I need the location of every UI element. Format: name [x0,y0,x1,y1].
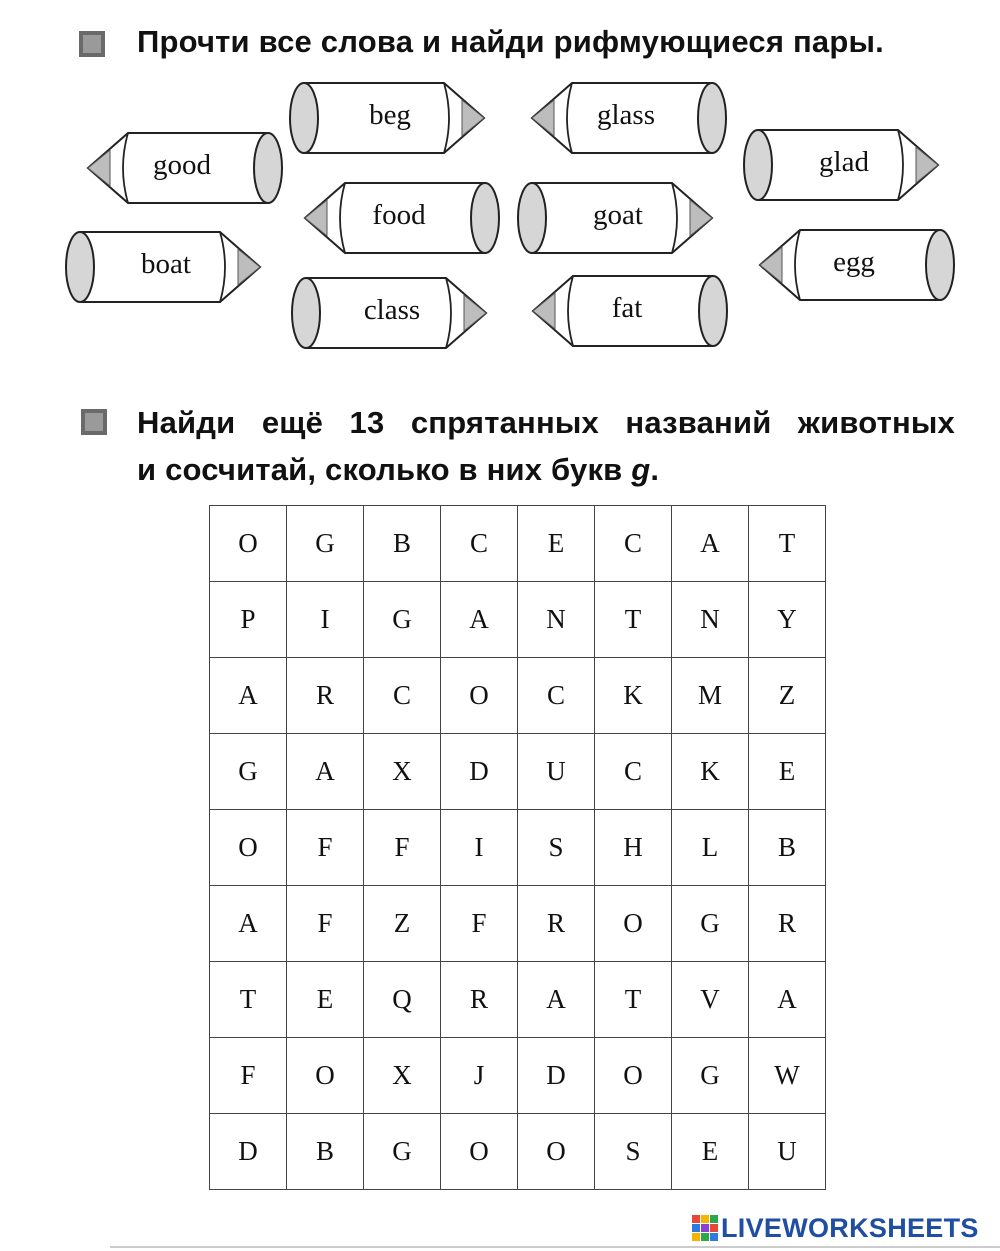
grid-cell[interactable]: I [441,810,518,886]
pencil-word: food [372,199,426,231]
grid-cell[interactable]: A [210,658,287,734]
pencil-word: boat [141,248,191,280]
pencil-beg[interactable] [284,73,504,163]
grid-cell[interactable]: N [518,582,595,658]
grid-row [210,810,826,886]
grid-cell[interactable]: Z [749,658,826,734]
grid-cell[interactable]: D [441,734,518,810]
task-number-icon [78,30,106,58]
grid-cell[interactable]: E [518,506,595,582]
grid-cell[interactable]: W [749,1038,826,1114]
grid-cell[interactable]: G [287,506,364,582]
grid-cell[interactable]: R [287,658,364,734]
grid-cell[interactable]: O [210,506,287,582]
grid-cell[interactable]: D [210,1114,287,1190]
grid-cell[interactable]: G [364,582,441,658]
brand-logo [692,1212,979,1244]
grid-cell[interactable]: F [287,810,364,886]
grid-cell[interactable]: H [595,810,672,886]
pencil-glad[interactable] [738,120,958,210]
grid-cell[interactable]: I [287,582,364,658]
grid-cell[interactable]: B [287,1114,364,1190]
grid-cell[interactable]: A [287,734,364,810]
grid-cell[interactable]: Z [364,886,441,962]
pencil-goat[interactable] [512,173,732,263]
grid-cell[interactable]: C [595,734,672,810]
pencil-word: fat [611,292,643,324]
grid-row [210,1038,826,1114]
grid-cell[interactable]: F [210,1038,287,1114]
task2-title-letter: g [631,452,651,487]
grid-cell[interactable]: O [287,1038,364,1114]
grid-cell[interactable]: U [518,734,595,810]
task2-title-suffix: . [650,452,660,487]
pencil-fat[interactable] [513,266,733,356]
grid-cell[interactable]: B [364,506,441,582]
grid-cell[interactable]: U [749,1114,826,1190]
task-number-icon [80,408,108,436]
grid-cell[interactable]: C [595,506,672,582]
grid-cell[interactable]: O [441,1114,518,1190]
grid-cell[interactable]: R [441,962,518,1038]
grid-cell[interactable]: A [672,506,749,582]
task2-title-line1: Найди ещё 13 спрятанных названий животных [137,405,955,440]
grid-cell[interactable]: M [672,658,749,734]
grid-row [210,1114,826,1190]
grid-cell[interactable]: T [595,582,672,658]
grid-cell[interactable]: O [595,886,672,962]
task2-title-prefix: и сосчитай, сколько в них букв [137,452,632,487]
grid-cell[interactable]: R [518,886,595,962]
pencil-food[interactable] [285,173,505,263]
pencil-word: good [153,149,211,181]
grid-cell[interactable]: Y [749,582,826,658]
grid-cell[interactable]: B [749,810,826,886]
brand-text: LIVEWORKSHEETS [721,1212,979,1243]
grid-row [210,582,826,658]
grid-cell[interactable]: D [518,1038,595,1114]
task2-title-line2 [137,452,659,488]
pencil-class[interactable] [286,268,506,358]
grid-cell[interactable]: S [595,1114,672,1190]
grid-row [210,658,826,734]
pencil-good[interactable] [68,123,288,213]
pencil-word: goat [593,199,643,231]
task1-title: Прочти все слова и найди рифмующиеся пары. [137,24,884,59]
grid-cell[interactable]: C [364,658,441,734]
pencil-word: class [363,294,421,326]
grid-cell[interactable]: A [749,962,826,1038]
grid-row [210,506,826,582]
grid-row [210,962,826,1038]
grid-row [210,886,826,962]
pencil-word: beg [369,99,411,131]
grid-cell[interactable]: A [441,582,518,658]
grid-cell[interactable]: R [749,886,826,962]
pencil-word: glad [819,146,869,178]
grid-cell[interactable]: X [364,1038,441,1114]
word-search-grid [209,505,826,1190]
grid-cell[interactable]: O [595,1038,672,1114]
grid-cell[interactable]: C [518,658,595,734]
pencil-glass[interactable] [512,73,732,163]
grid-cell[interactable]: K [672,734,749,810]
grid-cell[interactable]: V [672,962,749,1038]
grid-cell[interactable]: E [672,1114,749,1190]
pencil-egg[interactable] [740,220,960,310]
grid-cell[interactable]: G [364,1114,441,1190]
grid-cell[interactable]: A [518,962,595,1038]
pencil-boat[interactable] [60,222,280,312]
grid-cell[interactable]: P [210,582,287,658]
grid-cell[interactable]: E [287,962,364,1038]
grid-cell[interactable]: O [210,810,287,886]
grid-cell[interactable]: G [210,734,287,810]
pencil-word: glass [597,99,655,131]
grid-cell[interactable]: T [210,962,287,1038]
grid-cell[interactable]: N [672,582,749,658]
grid-cell[interactable]: O [441,658,518,734]
grid-row [210,734,826,810]
grid-cell[interactable]: G [672,886,749,962]
pencil-word: egg [833,246,875,278]
grid-cell[interactable]: Q [364,962,441,1038]
grid-cell[interactable]: K [595,658,672,734]
grid-cell[interactable]: F [441,886,518,962]
grid-cell[interactable]: L [672,810,749,886]
grid-cell[interactable]: T [595,962,672,1038]
grid-cell[interactable]: G [672,1038,749,1114]
grid-cell[interactable]: E [749,734,826,810]
grid-cell[interactable]: A [210,886,287,962]
liveworksheets-logo-icon [692,1215,718,1241]
grid-cell[interactable]: C [441,506,518,582]
grid-cell[interactable]: S [518,810,595,886]
grid-cell[interactable]: X [364,734,441,810]
divider [110,1246,1000,1248]
grid-cell[interactable]: O [518,1114,595,1190]
grid-cell[interactable]: J [441,1038,518,1114]
grid-cell[interactable]: F [287,886,364,962]
grid-cell[interactable]: T [749,506,826,582]
grid-cell[interactable]: F [364,810,441,886]
